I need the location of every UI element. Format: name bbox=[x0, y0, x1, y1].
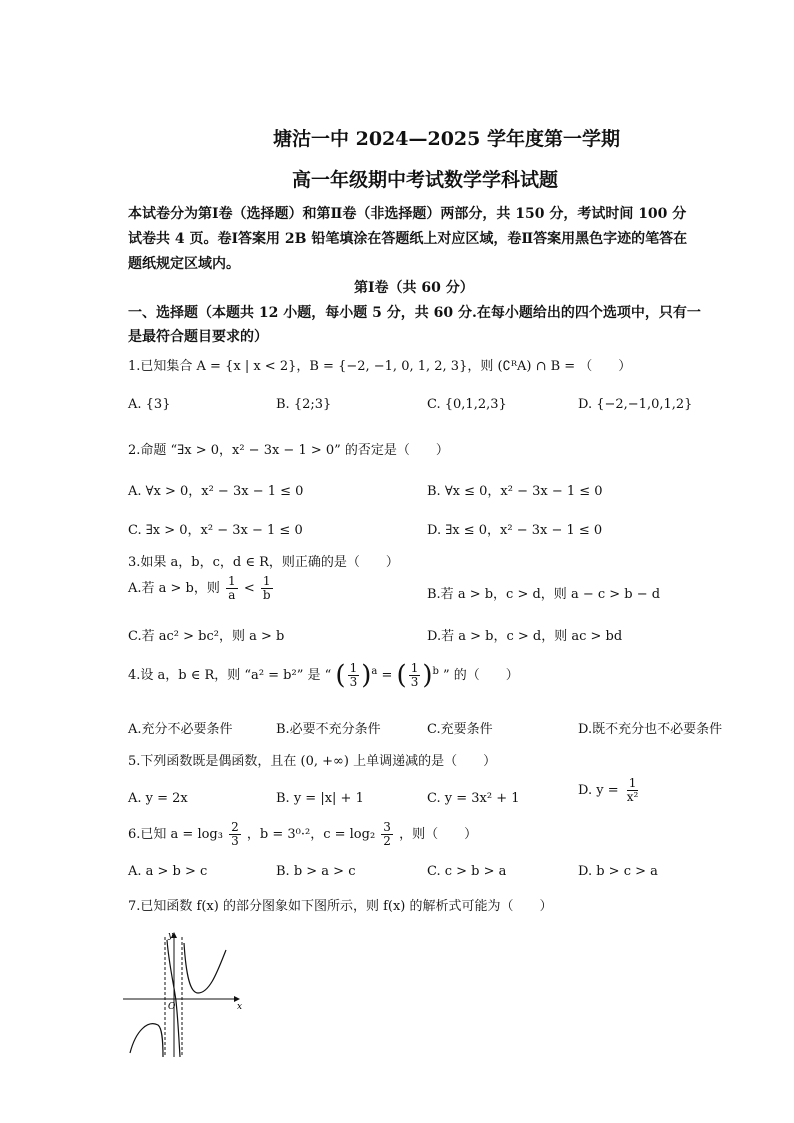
q6-stem-b: ，b = 3⁰·²，c = log₂ bbox=[246, 827, 376, 843]
q3-option-b: B.若 a > b，c > d，则 a − c > b − d bbox=[427, 587, 661, 602]
q2-option-b: B. ∀x ≤ 0，x² − 3x − 1 ≤ 0 bbox=[427, 484, 603, 499]
q1-option-c: C. {0,1,2,3} bbox=[427, 397, 507, 412]
q3-stem: 3.如果 a，b，c，d ∈ R，则正确的是（ ） bbox=[128, 555, 399, 570]
q5-option-d-text: D. y = bbox=[578, 783, 619, 799]
q6-option-a: A. a > b > c bbox=[128, 864, 208, 879]
graph-curve-left bbox=[130, 1024, 163, 1057]
fraction-1-over-b: $\frac{1}{b}$ bbox=[262, 574, 271, 603]
intro-line-1: 本试卷分为第Ⅰ卷（选择题）和第Ⅱ卷（非选择题）两部分，共 150 分，考试时间 100 分 bbox=[128, 206, 687, 222]
q4-option-b: B.必要不充分条件 bbox=[276, 722, 381, 737]
q6-stem bbox=[128, 821, 477, 848]
q1-stem: 1.已知集合 A = {x | x < 2}，B = {−2, −1, 0, 1, 2, 3}，则 (∁ᴿA) ∩ B = （ ） bbox=[128, 359, 632, 374]
q2-stem: 2.命题 “∃x > 0，x² − 3x − 1 > 0” 的否定是（ ） bbox=[128, 443, 449, 458]
q4-stem: 4.设 a，b ∈ R，则 “a² = b²” 是 “ ( $\frac{1}{3}$ )$^a$ = ( $\frac{1}{3}$ )$^b$ ” 的（ ） bbox=[128, 660, 519, 691]
q2-option-a: A. ∀x > 0，x² − 3x − 1 ≤ 0 bbox=[128, 484, 304, 499]
q3-option-a: A.若 a > b，则 $\frac{1}{a}$ < $\frac{1}{b}$ bbox=[128, 574, 271, 603]
fraction-1-over-x2: $\frac{1}{\text{x²}}$ bbox=[626, 776, 639, 805]
q4-option-a: A.充分不必要条件 bbox=[128, 722, 233, 737]
q2-option-c: C. ∃x > 0，x² − 3x − 1 ≤ 0 bbox=[128, 523, 303, 538]
q3-option-c: C.若 ac² > bc²，则 a > b bbox=[128, 629, 285, 644]
section1-line-1: 一、选择题（本题共 12 小题，每小题 5 分，共 60 分.在每小题给出的四个选项中，只有一 bbox=[128, 305, 701, 321]
fraction-1-over-3-b: $\frac{1}{3}$ bbox=[410, 661, 419, 690]
q5-option-d bbox=[578, 777, 642, 804]
graph-origin-label: O bbox=[168, 1002, 176, 1012]
graph-curve-right bbox=[184, 943, 226, 993]
q4-stem-post: ” 的（ ） bbox=[443, 668, 519, 684]
q6-option-b: B. b > a > c bbox=[276, 864, 356, 879]
fraction-3-over-2: $\frac{3}{2}$ bbox=[383, 820, 391, 849]
q6-stem-c: ，则（ ） bbox=[399, 827, 478, 843]
q1-option-a: A. {3} bbox=[128, 397, 171, 412]
q7-stem: 7.已知函数 f(x) 的部分图象如下图所示，则 f(x) 的解析式可能为（ ） bbox=[128, 899, 553, 914]
q5-option-c: C. y = 3x² + 1 bbox=[427, 791, 520, 806]
q7-function-graph bbox=[118, 925, 253, 1060]
graph-y-label: y bbox=[168, 931, 174, 941]
q6-option-d: D. b > c > a bbox=[578, 864, 658, 879]
q1-option-d: D. {−2,−1,0,1,2} bbox=[578, 397, 693, 412]
fraction-2-over-3: $\frac{2}{3}$ bbox=[231, 820, 239, 849]
q4-option-d: D.既不充分也不必要条件 bbox=[578, 722, 723, 737]
fraction-1-over-3-a: $\frac{1}{3}$ bbox=[349, 661, 358, 690]
q5-option-b: B. y = |x| + 1 bbox=[276, 791, 364, 806]
graph-x-label: x bbox=[237, 1002, 243, 1012]
q2-option-d: D. ∃x ≤ 0，x² − 3x − 1 ≤ 0 bbox=[427, 523, 603, 538]
q3-option-d: D.若 a > b，c > d，则 ac > bd bbox=[427, 629, 623, 644]
intro-line-2: 试卷共 4 页。卷Ⅰ答案用 2B 铅笔填涂在答题纸上对应区域，卷Ⅱ答案用黑色字迹的笔答在 bbox=[128, 231, 688, 247]
exam-title: 塘沽一中 2024—2025 学年度第一学期 bbox=[273, 128, 620, 150]
q6-option-c: C. c > b > a bbox=[427, 864, 507, 879]
q6-stem-a: 6.已知 a = log₃ bbox=[128, 827, 223, 843]
q3-option-a-text: A.若 a > b，则 bbox=[128, 581, 220, 597]
fraction-1-over-a: $\frac{1}{a}$ bbox=[228, 574, 236, 603]
q1-option-b: B. {2;3} bbox=[276, 397, 332, 412]
q5-option-a: A. y = 2x bbox=[128, 791, 188, 806]
section1-line-2: 是最符合题目要求的） bbox=[128, 329, 268, 345]
part1-heading: 第Ⅰ卷（共 60 分） bbox=[354, 280, 474, 296]
q4-option-c: C.充要条件 bbox=[427, 722, 493, 737]
q4-stem-pre: 4.设 a，b ∈ R，则 “a² = b²” 是 “ bbox=[128, 668, 332, 684]
q5-stem: 5.下列函数既是偶函数，且在 (0, +∞) 上单调递减的是（ ） bbox=[128, 754, 497, 769]
exam-subtitle: 高一年级期中考试数学学科试题 bbox=[292, 169, 559, 191]
intro-line-3: 题纸规定区域内。 bbox=[128, 256, 240, 272]
